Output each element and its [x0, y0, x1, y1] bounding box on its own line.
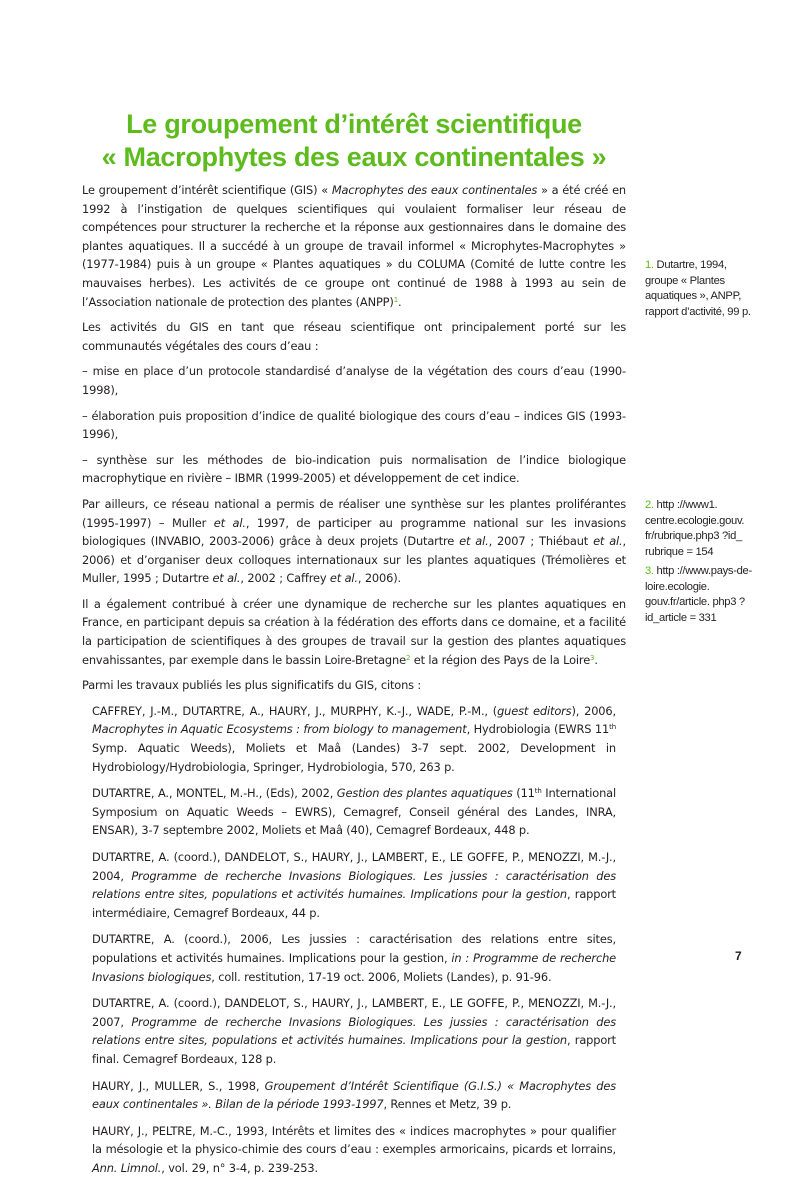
text-run: DUTARTRE, A. (coord.), 2006, Les jussies : caractérisation des relations entre sites, populations et activités humaines. Implications pour la gestion,: [92, 932, 616, 965]
text-run: Parmi les travaux publiés les plus significatifs du GIS, citons :: [82, 678, 422, 693]
title-line-2: « Macrophytes des eaux continentales »: [101, 142, 607, 172]
body-text: [82, 181, 626, 1186]
reference-entry: [92, 848, 616, 922]
list-item: [82, 362, 626, 399]
italic-text: guest editors: [497, 703, 572, 718]
sidenote-number: 2.: [645, 499, 654, 511]
text-run: .: [594, 652, 598, 667]
text-run: , 2002 ; Caffrey: [240, 571, 330, 586]
text-run: , 2007 ; Thiébaut: [488, 534, 594, 549]
superscript: th: [609, 723, 616, 732]
text-run: , vol. 29, n° 3-4, p. 239-253.: [161, 1160, 318, 1175]
text-run: Le groupement d’intérêt scientifique (GIS) «: [82, 183, 332, 197]
text-run: , 2006).: [357, 571, 401, 586]
footnote-ref: 1: [393, 295, 398, 304]
sidenote-number: 1.: [645, 259, 654, 271]
footnote-ref: 3: [590, 653, 595, 662]
reference-entry: [92, 1122, 616, 1178]
text-run: CAFFREY, J.-M., DUTARTRE, A., HAURY, J., MURPHY, K.-J., WADE, P.-M., (: [92, 703, 498, 718]
text-run: , rapport intermédiaire, Cemagref Bordeaux, 44 p.: [92, 887, 616, 920]
text-run: , Hydrobiologia (EWRS 11: [466, 722, 610, 737]
text-run: » a été créé en 1992 à l’instigation de quelques scientifiques qui voulaient formaliser leur réseau de compétences pour structurer la recherche et la réponse aux gestionnaires dans le domaine des plantes aquatiques. Il a succédé à un groupe de travail informel « Microphytes-Macrophytes » (1977-1984) puis à un groupe « Plantes aquatiques » du COLUMA (Comité de lutte contre les mauvaises herbes). Les activités de ce groupe ont continué de 1988 à 1993 au sein de l’Association nationale de protection des plantes (ANPP): [82, 183, 627, 309]
page-title: [82, 108, 626, 174]
sidenote-1: [645, 258, 760, 320]
text-run: DUTARTRE, A. (coord.), DANDELOT, S., HAURY, J., LAMBERT, E., LE GOFFE, P., MENOZZI, M.-J., 2007,: [92, 996, 616, 1029]
text-run: Les activités du GIS en tant que réseau scientifique ont principalement porté sur les communautés végétales des cours d’eau :: [82, 320, 626, 353]
italic-text: Macrophytes des eaux continentales: [331, 183, 538, 197]
italic-text: et al.: [593, 534, 623, 549]
text-run: et la région des Pays de la Loire: [410, 652, 591, 667]
list-item: [82, 407, 626, 444]
italic-text: Macrophytes in Aquatic Ecosystems : from biology to management: [92, 722, 467, 737]
text-run: Symp. Aquatic Weeds), Moliets et Maâ (Landes) 3-7 sept. 2002, Development in Hydrobiology/Hydrobiologia, Springer, Hydrobiologia, 570, 263 p.: [92, 741, 616, 774]
text-run: .: [398, 294, 402, 309]
reference-entry: [92, 1077, 616, 1114]
footnote-ref: 2: [405, 653, 411, 662]
text-run: International Symposium on Aquatic Weeds – EWRS), Cemagref, Conseil général des Landes, INRA, ENSAR), 3-7 septembre 2002, Moliets et Maâ (40), Cemagref Bordeaux, 448 p.: [92, 786, 616, 838]
italic-text: Groupement d’Intérêt Scientifique (G.I.S.) « Macrophytes des eaux continentales ». Bilan de la période 1993-1997: [92, 1078, 617, 1112]
paragraph: [82, 676, 626, 695]
text-run: Par ailleurs, ce réseau national a permis de réaliser une synthèse sur les plantes proliférantes (1995-1997) – Muller: [82, 496, 626, 530]
italic-text: et al.: [213, 515, 246, 530]
text-run: , 2006) et d’organiser deux colloques internationaux sur les plantes aquatiques (Trémolières et Muller, 1995 ; Dutartre: [82, 534, 627, 586]
paragraph: [82, 318, 626, 355]
text-run: – mise en place d’un protocole standardisé d’analyse de la végétation des cours d’eau (1990-1998),: [82, 364, 626, 397]
title-line-1: Le groupement d’intérêt scientifique: [126, 109, 582, 139]
text-run: , rapport final. Cemagref Bordeaux, 128 p.: [92, 1033, 616, 1066]
italic-text: et al.: [459, 534, 489, 549]
paragraph: [82, 181, 626, 311]
italic-text: Ann. Limnol.: [92, 1160, 162, 1175]
italic-text: Programme de recherche Invasions Biologiques. Les jussies : caractérisation des relations entre sites, populations et activités humaines. Implications pour la gestion: [92, 1014, 616, 1048]
sidenote-text: http ://www.pays-de-loire.ecologie. gouv.fr/article. php3 ?id_article = 331: [645, 565, 752, 624]
text-run: , coll. restitution, 17-19 oct. 2006, Moliets (Landes), p. 91-96.: [211, 969, 552, 984]
sidenote-number: 3.: [645, 565, 654, 577]
text-run: HAURY, J., PELTRE, M.-C., 1993, Intérêts et limites des « indices macrophytes » pour qualifier la mésologie et la physico-chimie des cours d’eau : exemples armoricains, picards et lorrains,: [92, 1123, 616, 1157]
text-run: , 1997, de participer au programme national sur les invasions biologiques (INVABIO, 2003-2006) grâce à deux projets (Dutartre: [82, 515, 627, 549]
reference-entry: [92, 930, 616, 986]
superscript: th: [534, 787, 542, 796]
italic-text: Gestion des plantes aquatiques: [336, 786, 513, 801]
text-run: ), 2006,: [571, 703, 616, 718]
reference-entry: [92, 994, 616, 1068]
italic-text: Programme de recherche Invasions Biologiques. Les jussies : caractérisation des relations entre sites, populations et activités humaines. Implications pour la gestion: [92, 868, 616, 902]
paragraph: [82, 595, 626, 669]
text-run: Il a également contribué à créer une dynamique de recherche sur les plantes aquatiques en France, en participant depuis sa création à la fédération des efforts dans ce domaine, et a facilité la participation de scientifiques à des groupes de travail sur la gestion des plantes aquatiques envahissantes, par exemple dans le bassin Loire-Bretagne: [82, 596, 626, 667]
text-run: – synthèse sur les méthodes de bio-indication puis normalisation de l’indice biologique macrophytique en rivière – IBMR (1999-2005) et développement de cet indice.: [82, 452, 626, 486]
reference-entry: [92, 702, 616, 776]
reference-entry: [92, 784, 616, 840]
text-run: DUTARTRE, A., MONTEL, M.-H., (Eds), 2002,: [92, 786, 337, 801]
sidenote-3: [645, 564, 760, 626]
italic-text: et al.: [212, 571, 241, 586]
text-run: DUTARTRE, A. (coord.), DANDELOT, S., HAURY, J., LAMBERT, E., LE GOFFE, P., MENOZZI, M.-J., 2004,: [92, 850, 616, 883]
sidenote-text: http ://www1. centre.ecologie.gouv. fr/rubrique.php3 ?id_ rubrique = 154: [645, 499, 745, 558]
italic-text: et al.: [329, 571, 358, 586]
sidenote-2: [645, 498, 760, 560]
sidenote-text: Dutartre, 1994, groupe « Plantes aquatiques », ANPP, rapport d’activité, 99 p.: [645, 259, 751, 318]
text-run: HAURY, J., MULLER, S., 1998,: [92, 1078, 265, 1093]
text-run: , Rennes et Metz, 39 p.: [383, 1097, 512, 1112]
text-run: (11: [512, 786, 535, 801]
paragraph: [82, 495, 626, 588]
text-run: – élaboration puis proposition d’indice de qualité biologique des cours d’eau – indices GIS (1993-1996),: [82, 408, 626, 442]
italic-text: in : Programme de recherche Invasions biologiques: [92, 950, 616, 984]
list-item: [82, 451, 626, 488]
page-number: 7: [735, 949, 742, 963]
